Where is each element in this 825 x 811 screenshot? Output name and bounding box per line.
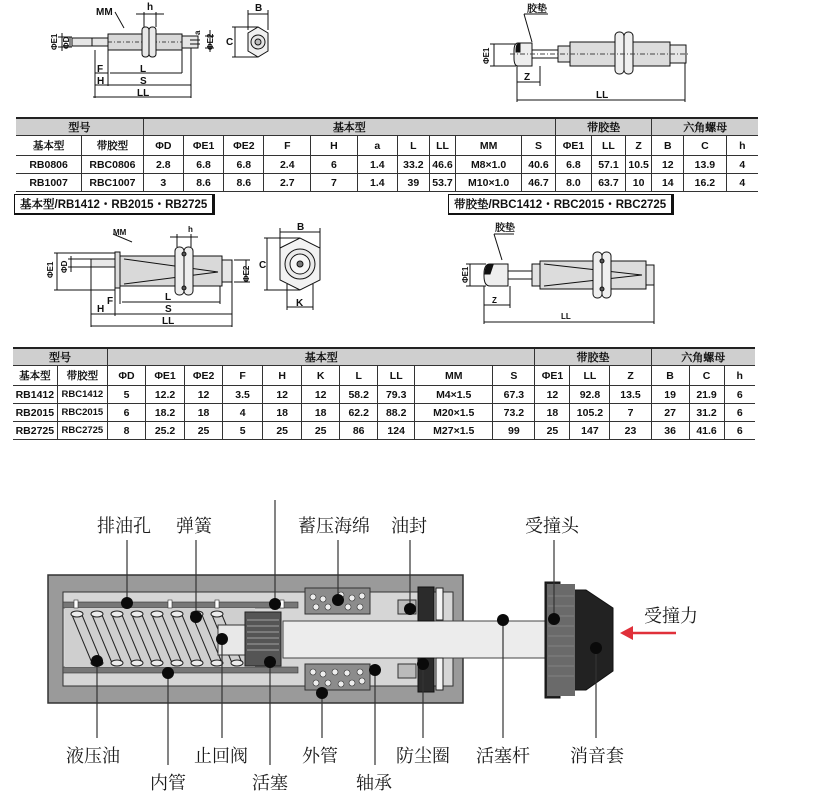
table-cell: 25 xyxy=(263,422,302,440)
group-basic: 基本型 xyxy=(143,118,555,136)
col-header: ΦD xyxy=(108,366,146,386)
svg-text:Z: Z xyxy=(524,72,531,83)
col-header: 带胶型 xyxy=(82,136,143,156)
table-cell: 12 xyxy=(185,386,223,404)
table-cell: RB1007 xyxy=(16,174,82,192)
svg-text:ΦE1: ΦE1 xyxy=(482,47,491,64)
table-cell: RB0806 xyxy=(16,156,82,174)
svg-text:LL: LL xyxy=(596,90,609,101)
group-hex-nut: 六角螺母 xyxy=(651,348,755,366)
table-cell: 58.2 xyxy=(340,386,378,404)
svg-text:F: F xyxy=(97,64,104,75)
table-cell: 12 xyxy=(652,156,684,174)
svg-text:h: h xyxy=(188,225,193,234)
label-silencer-sleeve: 消音套 xyxy=(570,746,624,767)
table-cell: 4 xyxy=(726,174,758,192)
label-impact-force: 受撞力 xyxy=(644,606,698,627)
table-cell: 6 xyxy=(311,156,358,174)
svg-text:B: B xyxy=(297,222,305,233)
table-cell: 41.6 xyxy=(689,422,724,440)
table-cell: 105.2 xyxy=(570,404,610,422)
svg-text:LL: LL xyxy=(561,312,571,321)
table-cell: 25 xyxy=(302,422,340,440)
table-cell: 14 xyxy=(652,174,684,192)
table-cell: RB2015 xyxy=(13,404,57,422)
table-cell: 7 xyxy=(610,404,651,422)
col-header: B xyxy=(652,136,684,156)
cushion-shock-absorber-drawing-large xyxy=(430,212,690,332)
col-header: ΦD xyxy=(143,136,183,156)
svg-text:L: L xyxy=(165,292,172,303)
table-cell: 8.6 xyxy=(224,174,264,192)
table-cell: RBC1007 xyxy=(82,174,143,192)
table-cell: M4×1.5 xyxy=(415,386,493,404)
table-cell: M27×1.5 xyxy=(415,422,493,440)
table-cell: RBC1412 xyxy=(57,386,107,404)
table-cell: 1.4 xyxy=(357,156,397,174)
col-header: 基本型 xyxy=(16,136,82,156)
table-cell: 16.2 xyxy=(684,174,726,192)
svg-text:ΦE1: ΦE1 xyxy=(461,266,470,283)
svg-text:H: H xyxy=(97,304,105,315)
table-cell: 2.8 xyxy=(143,156,183,174)
table-cell: 8 xyxy=(108,422,146,440)
col-header: 基本型 xyxy=(13,366,57,386)
table-cell: 18.2 xyxy=(146,404,185,422)
table-cell: 6 xyxy=(724,404,755,422)
table-cell: 27 xyxy=(651,404,689,422)
col-header: H xyxy=(311,136,358,156)
col-header: L xyxy=(340,366,378,386)
table-cell: 12 xyxy=(302,386,340,404)
table-cell: 67.3 xyxy=(493,386,535,404)
svg-text:ΦE1: ΦE1 xyxy=(46,261,55,278)
table-cell: 12 xyxy=(263,386,302,404)
label-bearing: 轴承 xyxy=(356,773,392,794)
group-cushion: 带胶垫 xyxy=(535,348,651,366)
table-cell: 6 xyxy=(724,386,755,404)
svg-text:Z: Z xyxy=(492,296,497,305)
table-cell: 21.9 xyxy=(689,386,724,404)
svg-text:胶垫: 胶垫 xyxy=(495,223,515,234)
table-cell: 62.2 xyxy=(340,404,378,422)
col-header: H xyxy=(263,366,302,386)
table-cell: 63.7 xyxy=(591,174,625,192)
label-spring: 弹簧 xyxy=(176,516,212,537)
table-cell: 13.5 xyxy=(610,386,651,404)
col-header: C xyxy=(684,136,726,156)
svg-text:LL: LL xyxy=(137,88,150,99)
table-cell: 147 xyxy=(570,422,610,440)
table-cell: 73.2 xyxy=(493,404,535,422)
svg-text:ΦD: ΦD xyxy=(62,36,71,49)
table-row xyxy=(13,422,755,440)
col-header: F xyxy=(264,136,311,156)
svg-text:L: L xyxy=(140,64,147,75)
svg-text:MM: MM xyxy=(113,228,127,237)
label-piston-rod: 活塞杆 xyxy=(476,746,530,767)
table-cell: 36 xyxy=(651,422,689,440)
table-cell: 4 xyxy=(726,156,758,174)
table-cell: 79.3 xyxy=(378,386,415,404)
table-cell: RB1412 xyxy=(13,386,57,404)
col-header: MM xyxy=(456,136,522,156)
label-oil-drain-hole: 排油孔 xyxy=(97,516,151,537)
col-header: S xyxy=(493,366,535,386)
svg-text:S: S xyxy=(165,304,172,315)
svg-text:ΦE2: ΦE2 xyxy=(206,33,215,50)
spec-table-small-models xyxy=(16,117,758,192)
table-cell: 7 xyxy=(311,174,358,192)
table-cell: 25 xyxy=(185,422,223,440)
svg-text:H: H xyxy=(97,76,105,87)
col-header: a xyxy=(357,136,397,156)
table-cell: 12 xyxy=(535,386,570,404)
table-cell: 10 xyxy=(625,174,652,192)
col-header: ΦE1 xyxy=(146,366,185,386)
table-cell: 6.8 xyxy=(555,156,591,174)
table-cell: 6.8 xyxy=(224,156,264,174)
table-cell: 40.6 xyxy=(521,156,555,174)
table-cell: 57.1 xyxy=(591,156,625,174)
table-cell: M20×1.5 xyxy=(415,404,493,422)
section-title-basic: 基本型/RB1412・RB2015・RB2725 xyxy=(14,194,215,215)
table-cell: 124 xyxy=(378,422,415,440)
col-header: h xyxy=(724,366,755,386)
table-cell: 5 xyxy=(108,386,146,404)
svg-text:C: C xyxy=(226,37,234,48)
svg-text:胶垫: 胶垫 xyxy=(527,4,547,15)
table-cell: M8×1.0 xyxy=(456,156,522,174)
table-cell: 18 xyxy=(302,404,340,422)
table-row xyxy=(16,156,758,174)
group-model: 型号 xyxy=(16,118,143,136)
table-cell: 13.9 xyxy=(684,156,726,174)
label-hydraulic-oil: 液压油 xyxy=(66,746,120,767)
table-cell: 12.2 xyxy=(146,386,185,404)
table-cell: 3 xyxy=(143,174,183,192)
table-cell: 6 xyxy=(108,404,146,422)
col-header: LL xyxy=(570,366,610,386)
col-header: LL xyxy=(591,136,625,156)
label-dust-ring: 防尘圈 xyxy=(396,746,450,767)
column-header-row xyxy=(13,366,755,386)
table-cell: 1.4 xyxy=(357,174,397,192)
table-cell: 10.5 xyxy=(625,156,652,174)
table-cell: 8.6 xyxy=(183,174,223,192)
table-cell: 92.8 xyxy=(570,386,610,404)
table-cell: 2.7 xyxy=(264,174,311,192)
table-cell: RBC2015 xyxy=(57,404,107,422)
col-header: L xyxy=(397,136,429,156)
group-basic: 基本型 xyxy=(108,348,535,366)
table-cell: 25 xyxy=(535,422,570,440)
col-header: C xyxy=(689,366,724,386)
label-piston: 活塞 xyxy=(252,773,288,794)
table-row xyxy=(13,404,755,422)
table-cell: 53.7 xyxy=(429,174,455,192)
col-header: K xyxy=(302,366,340,386)
spec-table-large-models xyxy=(13,347,755,440)
col-header: MM xyxy=(415,366,493,386)
col-header: ΦE2 xyxy=(185,366,223,386)
table-cell: RBC0806 xyxy=(82,156,143,174)
col-header: B xyxy=(651,366,689,386)
svg-text:ΦE1: ΦE1 xyxy=(50,33,59,50)
col-header: ΦE1 xyxy=(183,136,223,156)
group-cushion: 带胶垫 xyxy=(555,118,651,136)
col-header: 带胶型 xyxy=(57,366,107,386)
col-header: ΦE2 xyxy=(224,136,264,156)
group-header-row xyxy=(16,118,758,136)
table-cell: 5 xyxy=(223,422,263,440)
svg-text:S: S xyxy=(140,76,147,87)
table-cell: 6 xyxy=(724,422,755,440)
col-header: F xyxy=(223,366,263,386)
col-header: LL xyxy=(429,136,455,156)
svg-text:h: h xyxy=(147,2,154,13)
col-header: LL xyxy=(378,366,415,386)
col-header: h xyxy=(726,136,758,156)
basic-shock-absorber-drawing-large xyxy=(0,212,340,342)
group-hex-nut: 六角螺母 xyxy=(652,118,758,136)
table-row xyxy=(13,386,755,404)
table-cell: 31.2 xyxy=(689,404,724,422)
col-header: ΦE1 xyxy=(535,366,570,386)
svg-text:LL: LL xyxy=(162,316,175,327)
table-cell: M10×1.0 xyxy=(456,174,522,192)
svg-text:ΦD: ΦD xyxy=(60,260,69,273)
table-cell: 2.4 xyxy=(264,156,311,174)
table-cell: 23 xyxy=(610,422,651,440)
group-header-row xyxy=(13,348,755,366)
cushion-shock-absorber-drawing-small xyxy=(420,0,720,110)
table-cell: 46.6 xyxy=(429,156,455,174)
col-header: Z xyxy=(625,136,652,156)
table-cell: 3.5 xyxy=(223,386,263,404)
table-cell: 8.0 xyxy=(555,174,591,192)
table-cell: RB2725 xyxy=(13,422,57,440)
col-header: S xyxy=(521,136,555,156)
column-header-row xyxy=(16,136,758,156)
svg-text:a: a xyxy=(193,30,202,35)
table-row xyxy=(16,174,758,192)
table-cell: 18 xyxy=(263,404,302,422)
table-cell: 18 xyxy=(185,404,223,422)
label-impact-head: 受撞头 xyxy=(525,516,579,537)
basic-shock-absorber-drawing-small xyxy=(0,0,300,110)
svg-text:ΦE2: ΦE2 xyxy=(242,265,251,282)
label-check-valve: 止回阀 xyxy=(194,746,248,767)
table-cell: 33.2 xyxy=(397,156,429,174)
table-cell: 6.8 xyxy=(183,156,223,174)
svg-text:C: C xyxy=(259,260,267,271)
table-cell: 99 xyxy=(493,422,535,440)
label-accumulator-sponge: 蓄压海绵 xyxy=(298,516,370,537)
table-cell: 4 xyxy=(223,404,263,422)
table-cell: 25.2 xyxy=(146,422,185,440)
table-cell: 86 xyxy=(340,422,378,440)
table-cell: 19 xyxy=(651,386,689,404)
col-header: ΦE1 xyxy=(555,136,591,156)
table-cell: 18 xyxy=(535,404,570,422)
svg-text:MM: MM xyxy=(96,7,113,18)
label-inner-tube: 内管 xyxy=(150,773,186,794)
col-header: Z xyxy=(610,366,651,386)
table-cell: 46.7 xyxy=(521,174,555,192)
table-cell: RBC2725 xyxy=(57,422,107,440)
group-model: 型号 xyxy=(13,348,108,366)
force-arrow-icon xyxy=(620,626,676,640)
label-outer-tube: 外管 xyxy=(302,746,338,767)
svg-text:B: B xyxy=(255,3,263,14)
svg-text:K: K xyxy=(296,298,304,309)
table-cell: 39 xyxy=(397,174,429,192)
section-title-cushion: 带胶垫/RBC1412・RBC2015・RBC2725 xyxy=(448,194,674,215)
table-cell: 88.2 xyxy=(378,404,415,422)
svg-text:F: F xyxy=(107,296,114,307)
label-oil-seal: 油封 xyxy=(391,516,427,537)
